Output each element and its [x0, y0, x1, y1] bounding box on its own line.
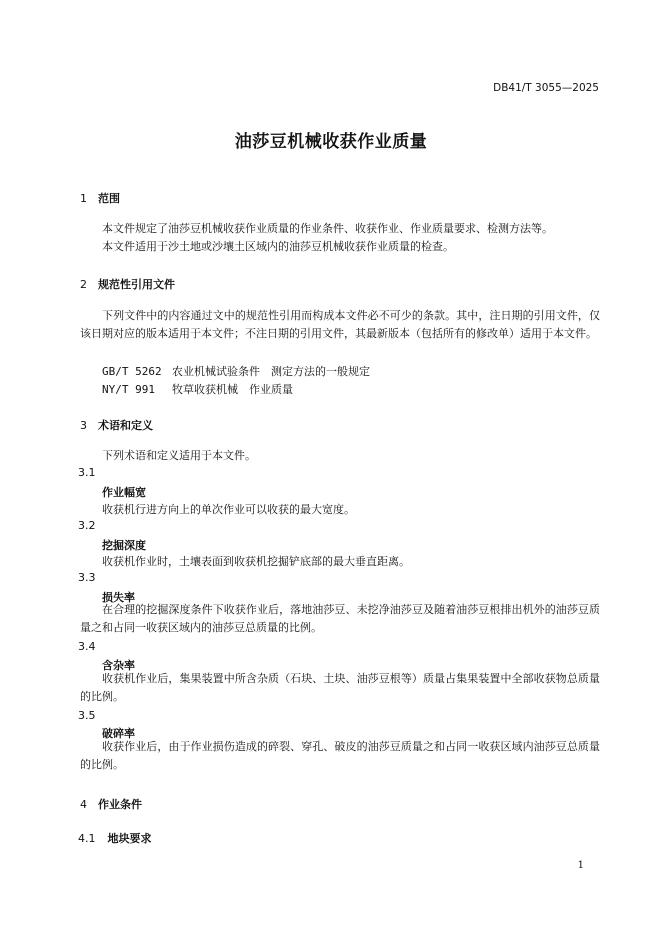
subsection-number: 4.1 — [78, 832, 96, 845]
section-title: 范围 — [98, 192, 120, 205]
standard-code: DB41/T 3055—2025 — [493, 82, 599, 94]
section-1-heading — [80, 190, 120, 206]
normative-reference-2 — [102, 381, 293, 397]
term-definition: 收获机作业时，土壤表面到收获机挖掘铲底部的最大垂直距离。 — [102, 555, 410, 568]
term-title: 作业幅宽 — [102, 486, 146, 499]
normative-reference-1 — [102, 363, 370, 379]
term-number: 3.4 — [78, 640, 96, 653]
section-3-heading — [80, 417, 153, 433]
term-title: 破碎率 — [102, 727, 135, 740]
section-title: 作业条件 — [98, 798, 142, 811]
term-number: 3.1 — [78, 466, 96, 479]
section-title: 术语和定义 — [98, 419, 153, 432]
term-title: 含杂率 — [102, 659, 135, 672]
reference-code: NY/T 991 — [102, 383, 155, 396]
term-definition: 收获机作业后，集果装置中所含杂质（石块、土块、油莎豆根等）质量占集果装置中全部收获物总质量的比例。 — [80, 672, 600, 703]
reference-title: 农业机械试验条件 测定方法的一般规定 — [172, 365, 370, 378]
term-number: 3.5 — [78, 709, 96, 722]
section-2-paragraph-1: 下列文件中的内容通过文中的规范性引用而构成本文件必不可少的条款。其中，注日期的引用文件，仅该日期对应的版本适用于本文件；不注日期的引用文件，其最新版本（包括所有的修改单）适用于本文件。 — [80, 309, 600, 340]
term-title: 挖掘深度 — [102, 539, 146, 552]
section-2-heading — [80, 276, 175, 292]
page-number: 1 — [577, 860, 584, 871]
section-title: 规范性引用文件 — [98, 278, 175, 291]
subsection-title: 地块要求 — [107, 832, 152, 845]
section-1-paragraph-2: 本文件适用于沙土地或沙壤土区域内的油莎豆机械收获作业质量的检查。 — [102, 240, 454, 253]
section-number: 3 — [80, 419, 87, 432]
section-number: 1 — [80, 192, 87, 205]
term-definition: 收获机行进方向上的单次作业可以收获的最大宽度。 — [102, 503, 355, 516]
section-1-paragraph-1: 本文件规定了油莎豆机械收获作业质量的作业条件、收获作业、作业质量要求、检测方法等。 — [102, 222, 553, 235]
term-number: 3.2 — [78, 519, 96, 532]
document-title: 油莎豆机械收获作业质量 — [234, 132, 428, 152]
section-4-heading — [80, 796, 142, 812]
term-definition: 在合理的挖掘深度条件下收获作业后，落地油莎豆、未挖净油莎豆及随着油莎豆根排出机外的油莎豆质量之和占同一收获区域内的油莎豆总质量的比例。 — [80, 603, 600, 634]
subsection-4-1-heading — [78, 830, 152, 846]
reference-title: 牧草收获机械 作业质量 — [172, 383, 293, 396]
term-definition: 收获作业后，由于作业损伤造成的碎裂、穿孔、破皮的油莎豆质量之和占同一收获区域内油莎豆总质量的比例。 — [80, 740, 600, 771]
section-number: 2 — [80, 278, 87, 291]
section-3-intro: 下列术语和定义适用于本文件。 — [102, 449, 256, 462]
section-number: 4 — [80, 798, 87, 811]
term-title: 损失率 — [102, 591, 135, 604]
reference-code: GB/T 5262 — [102, 365, 162, 378]
term-number: 3.3 — [78, 571, 96, 584]
